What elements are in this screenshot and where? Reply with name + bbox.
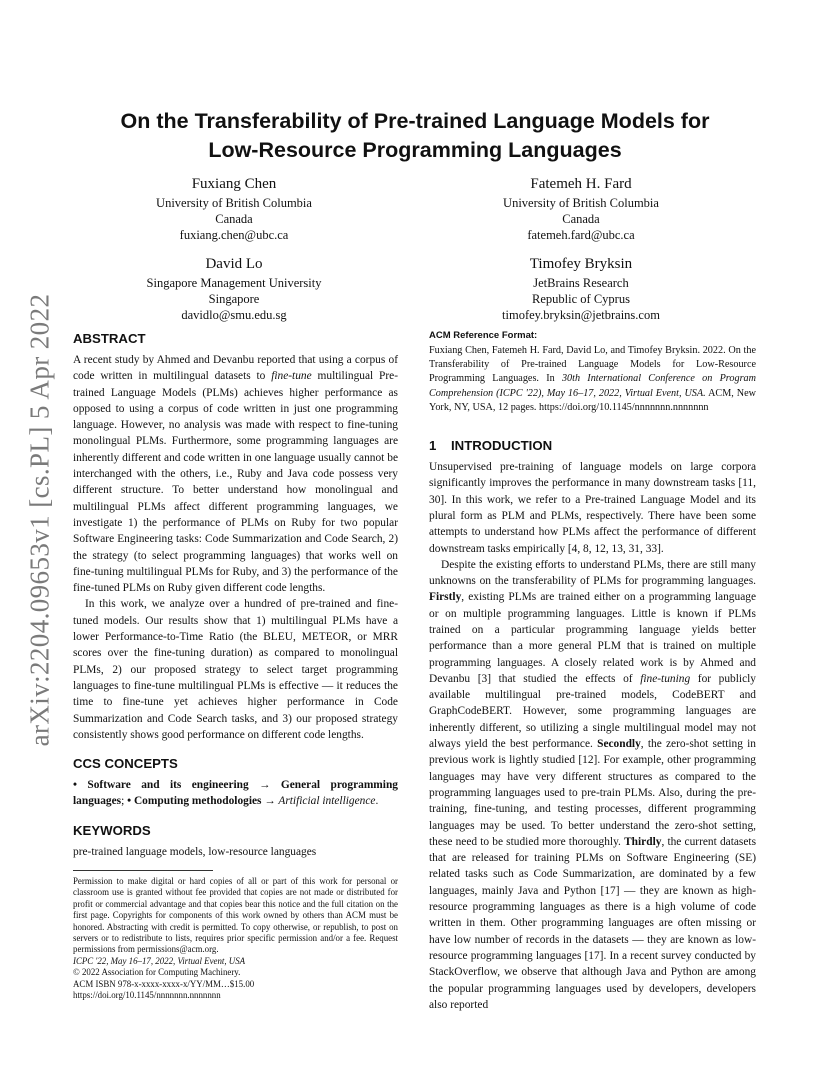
author-country: Singapore [208,292,260,306]
abstract-emphasis: fine-tune [271,370,312,383]
ccs-end: . [375,795,379,808]
author-name: Timofey Bryksin [529,256,633,272]
intro-text: for publicly available multilingual pre-trained models, CodeBERT and GraphCodeBERT. However, some programming languages are inherently different, so utilizing a single multilingual model may not always yield the best performance. [429,672,756,751]
footnote-rule [73,870,213,871]
abstract-paragraph-1 [73,352,398,596]
acm-ref-heading: ACM Reference Format: [429,330,538,341]
author-country: Canada [215,212,253,226]
author-block-2 [431,174,731,243]
intro-paragraph-1: Unsupervised pre-training of language models on large corpora significantly improves the performance in many downstream tasks [11, 30]. In this work, we refer to a Pre-trained Language Model and its plural form as PLM and PLMs, respectively. There have been some attempts to understand how PLMs affect the performance of different downstream tasks empirically [4, 8, 12, 13, 31, 33]. [429,461,756,555]
intro-text: , existing PLMs are trained either on a programming language or on multiple programming languages. Little is known if PLMs trained on a particular programming language yields better performance than a more general PLM that is trained on multiple programming languages. A closely related work is by Ahmed and Devanbu [3] that studied the effects of [429,591,756,685]
intro-bold: Thirdly [624,835,662,848]
abstract-text: A recent study by Ahmed and Devanbu reported that using a corpus of code written in multilingual datasets to [73,354,398,383]
intro-emphasis: fine-tuning [640,672,691,685]
author-affiliation: Singapore Management University [146,276,322,290]
acm-ref-venue: 30th International Conference on Program Comprehension (ICPC '22), May 16–17, 2022, Virtual Event, USA. [429,373,756,399]
acm-ref-part: ACM, New York, NY, USA, 12 pages. https://doi.org/10.1145/nnnnnnn.nnnnnnn [429,387,756,413]
doi-line: https://doi.org/10.1145/nnnnnnn.nnnnnnn [73,990,221,1001]
intro-text: , the current datasets that are released for training PLMs on Software Engineering (SE) related tasks such as Code Summarization, are dominated by a few languages, mainly Java and Python [17] — they are known as high-resource programming languages as there is a high volume of code written in them. Other programming languages are often missing or have low number of records in the datasets — they are known as low-resource programming languages [17]. In a recent survey conducted by StackOverflow, we observe that although Java and Python are among the popular programming languages used by developers, developers also reported [429,835,757,1011]
acm-ref-text [429,344,756,415]
venue-line: ICPC '22, May 16–17, 2022, Virtual Event, USA [73,955,246,966]
author-block-1 [84,174,384,243]
intro-heading [429,437,756,455]
arxiv-id: arXiv:2204.09653v1 [cs.PL] 5 Apr 2022 [24,293,55,747]
ccs-concept-2: • Computing methodologies → [127,795,276,808]
isbn-line: ACM ISBN 978-x-xxxx-xxxx-x/YY/MM…$15.00 [73,978,255,989]
author-name: David Lo [205,256,263,272]
keywords-heading: KEYWORDS [73,822,151,838]
author-email: fuxiang.chen@ubc.ca [179,228,289,242]
acm-ref-part: Fuxiang Chen, Fatemeh H. Fard, David Lo, and Timofey Bryksin. 2022. On the Transferability of Pre-trained Language Models for Low-Resource Programming Languages. In [429,345,756,385]
ccs-separator: ; [121,795,128,808]
intro-bold: Firstly [429,591,462,604]
paper-title [80,107,750,165]
ccs-concepts [73,777,398,810]
title-line-1: On the Transferability of Pre-trained Language Models for [120,109,710,133]
author-affiliation: JetBrains Research [533,276,629,290]
abstract-text: multilingual Pre-trained Language Models (PLMs) achieves higher performance as opposed to using a corpus of code written in just one programming language. However, no analysis was made with respect to fine-tuning monolingual PLMs. Furthermore, some programming languages are inherently different and code written in one language usually cannot be interchanged with the others, i.e., Ruby and Java code possess very different structure. To better understand how monolingual and multilingual PLMs affect different programming languages, we investigate 1) the performance of PLMs on Ruby for two popular Software Engineering tasks: Code Summarization and Code Search, 2) the strategy (to select programming languages) that works well on fine-tuning multilingual PLMs for Ruby, and 3) the performance of the fine-tuned PLMs on Ruby given different code lengths. [73,370,398,595]
author-block-4 [431,254,731,323]
abstract-heading: ABSTRACT [73,331,146,346]
abstract-paragraph-2: In this work, we analyze over a hundred of pre-trained and fine-tuned models. Our results show that 1) multilingual PLMs have a lower Performance-to-Time Ratio (the BLEU, METEOR, or MRR scores over the fine-tuning duration) as compared to monolingual PLMs, 2) our proposed strategy to select target programming languages to fine-tune multilingual PLMs is effective — it reduces the time to fine-tune yet achieves higher performance in Code Summarization and Code Search tasks, and 3) our proposed strategy consistently shows good performance on different code lengths. [73,598,398,741]
intro-paragraph-2 [429,557,756,1013]
ccs-concept-1: • Software and its engineering → General programming languages [73,779,398,808]
intro-text: , the zero-shot setting in previous work is lightly studied [12]. For example, other programming languages may have very different structures as compared to the programming languages used to pre-train PLMs. Also, during the pre-training, fine-tuning, and testing processes, different programming languages may be used. To better understand the zero-shot setting, these need to be studied more thoroughly. [429,738,756,848]
author-name: Fatemeh H. Fard [530,176,632,192]
author-email: timofey.bryksin@jetbrains.com [502,308,660,322]
author-email: fatemeh.fard@ubc.ca [527,228,635,242]
author-country: Canada [562,212,600,226]
ccs-concept-2-leaf: Artificial intelligence [275,795,376,808]
title-line-2: Low-Resource Programming Languages [208,138,622,162]
section-title: INTRODUCTION [451,438,553,454]
author-affiliation: University of British Columbia [156,196,312,210]
right-column [429,330,756,1013]
copyright-line: © 2022 Association for Computing Machinery. [73,967,241,978]
author-email: davidlo@smu.edu.sg [181,308,287,322]
permission-text: Permission to make digital or hard copies of all or part of this work for personal or classroom use is granted without fee provided that copies are not made or distributed for profit or commercial advantage and that copies bear this notice and the full citation on the first page. Copyrights for components of this work owned by others than ACM must be honored. Abstracting with credit is permitted. To copy otherwise, or republish, to post on servers or to redistribute to lists, requires prior specific permission and/or a fee. Request permissions from permissions@acm.org. [73,876,398,955]
author-block-3 [84,254,384,323]
author-country: Republic of Cyprus [532,292,630,306]
ccs-heading: CCS CONCEPTS [73,756,178,772]
section-number: 1 [429,438,437,454]
author-affiliation: University of British Columbia [503,196,659,210]
arxiv-stamp [20,293,60,747]
left-column [73,330,398,1001]
intro-bold: Secondly [597,738,641,751]
permission-block [73,876,398,1001]
author-name: Fuxiang Chen [191,176,277,192]
intro-text: Despite the existing efforts to understand PLMs, there are still many unknowns on the transferability of PLMs for programming languages. [429,558,756,588]
keywords-text: pre-trained language models, low-resource languages [73,845,317,858]
